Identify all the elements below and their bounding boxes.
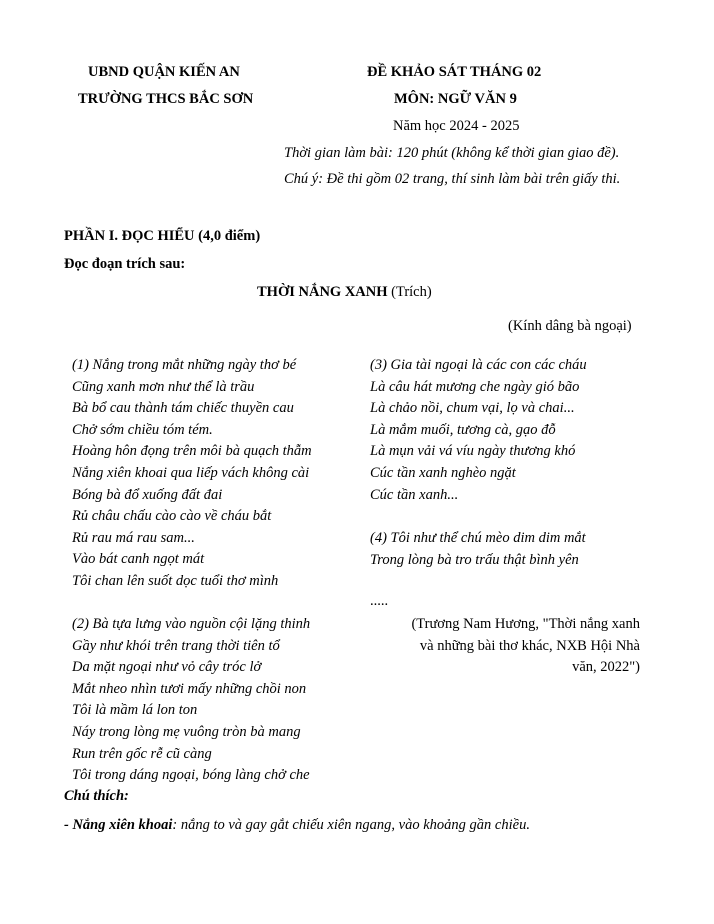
poem-line: Rủ châu chấu cào cào về cháu bắt xyxy=(72,508,272,525)
school-year: Năm học 2024 - 2025 xyxy=(393,118,520,134)
note-definition: : nắng to và gay gắt chiếu xiên ngang, vào khoảng gần chiều. xyxy=(172,817,530,833)
school-name: TRƯỜNG THCS BẮC SƠN xyxy=(78,91,254,107)
exam-title: ĐỀ KHẢO SÁT THÁNG 02 xyxy=(367,64,542,80)
poem-line: Mắt nheo nhìn tươi mấy những chồi non xyxy=(72,680,307,697)
poem-line: (1) Nắng trong mắt những ngày thơ bé xyxy=(72,357,297,373)
note-term: - Nắng xiên khoai xyxy=(64,817,173,833)
subject-title: MÔN: NGỮ VĂN 9 xyxy=(394,91,517,107)
poem-line: Trong lòng bà tro trấu thật bình yên xyxy=(370,551,579,568)
poem-line: Là mụn vải vá víu ngày thương khó xyxy=(370,443,576,460)
district-name: UBND QUẬN KIẾN AN xyxy=(88,64,240,80)
poem-line: Bóng bà đổ xuống đất đai xyxy=(72,486,223,503)
poem-line: Bà bổ cau thành tám chiếc thuyền cau xyxy=(72,400,294,417)
poem-ellipsis: ..... xyxy=(370,593,389,609)
stanza-3 xyxy=(370,355,587,506)
poem-line: Vào bát canh ngọt mát xyxy=(72,551,205,568)
source-line: (Trương Nam Hương, "Thời nắng xanh xyxy=(411,616,640,632)
poem-line: Gầy như khói trên trang thời tiên tổ xyxy=(72,637,280,654)
source-line: và những bài thơ khác, NXB Hội Nhà xyxy=(419,637,640,654)
poem-line: Náy trong lòng mẹ vuông tròn bà mang xyxy=(72,723,301,740)
time-note: Thời gian làm bài: 120 phút (không kể thời gian giao đề). xyxy=(284,145,620,161)
poem-title-block xyxy=(257,284,432,301)
source-line: văn, 2022") xyxy=(572,659,640,676)
poem-line: (2) Bà tựa lưng vào nguồn cội lặng thinh xyxy=(72,616,311,632)
section-title: PHẦN I. ĐỌC HIỂU (4,0 điểm) xyxy=(64,228,261,244)
poem-line: (4) Tôi như thể chú mèo dim dim mắt xyxy=(370,530,586,546)
poem-line: Da mặt ngoại như vỏ cây tróc lở xyxy=(72,659,262,676)
stanza-4 xyxy=(370,528,586,571)
poem-line: Cúc tần xanh nghèo ngặt xyxy=(370,464,516,481)
poem-line: (3) Gia tài ngoại là các con các cháu xyxy=(370,357,587,373)
poem-line: Tôi chan lên suốt dọc tuổi thơ mình xyxy=(72,572,279,589)
poem-line: Nắng xiên khoai qua liếp vách không cài xyxy=(72,464,310,481)
poem-line: Là chảo nồi, chum vại, lọ và chai... xyxy=(370,400,575,417)
poem-line: Chở sớm chiều tóm tém. xyxy=(72,421,213,438)
poem-dedication: (Kính dâng bà ngoại) xyxy=(508,318,632,334)
note-item xyxy=(64,817,530,834)
poem-line: Là câu hát mương che ngày gió bão xyxy=(370,378,580,395)
notes-heading: Chú thích: xyxy=(64,788,129,804)
poem-line: Cũng xanh mơn như thể là trầu xyxy=(72,378,255,395)
poem-line: Run trên gốc rễ cũ càng xyxy=(72,745,212,762)
poem-title: THỜI NẮNG XANH xyxy=(257,284,388,300)
poem-line: Cúc tần xanh... xyxy=(370,486,459,503)
poem-title-suffix: (Trích) xyxy=(391,284,432,300)
poem-line: Tôi là mầm lá lon ton xyxy=(72,702,198,719)
poem-line: Rủ rau má rau sam... xyxy=(72,529,195,546)
poem-source xyxy=(372,614,640,679)
poem-line: Là mắm muối, tương cà, gạo đỗ xyxy=(370,421,556,438)
reading-instruction: Đọc đoạn trích sau: xyxy=(64,256,186,272)
poem-line: Hoàng hôn đọng trên môi bà quạch thẫm xyxy=(72,443,312,460)
poem-line: Tôi trong dáng ngoại, bóng làng chở che xyxy=(72,767,310,784)
stanza-2 xyxy=(72,614,310,787)
stanza-1 xyxy=(72,355,312,593)
attention-note: Chú ý: Đề thi gồm 02 trang, thí sinh làm bài trên giấy thi. xyxy=(284,171,621,187)
